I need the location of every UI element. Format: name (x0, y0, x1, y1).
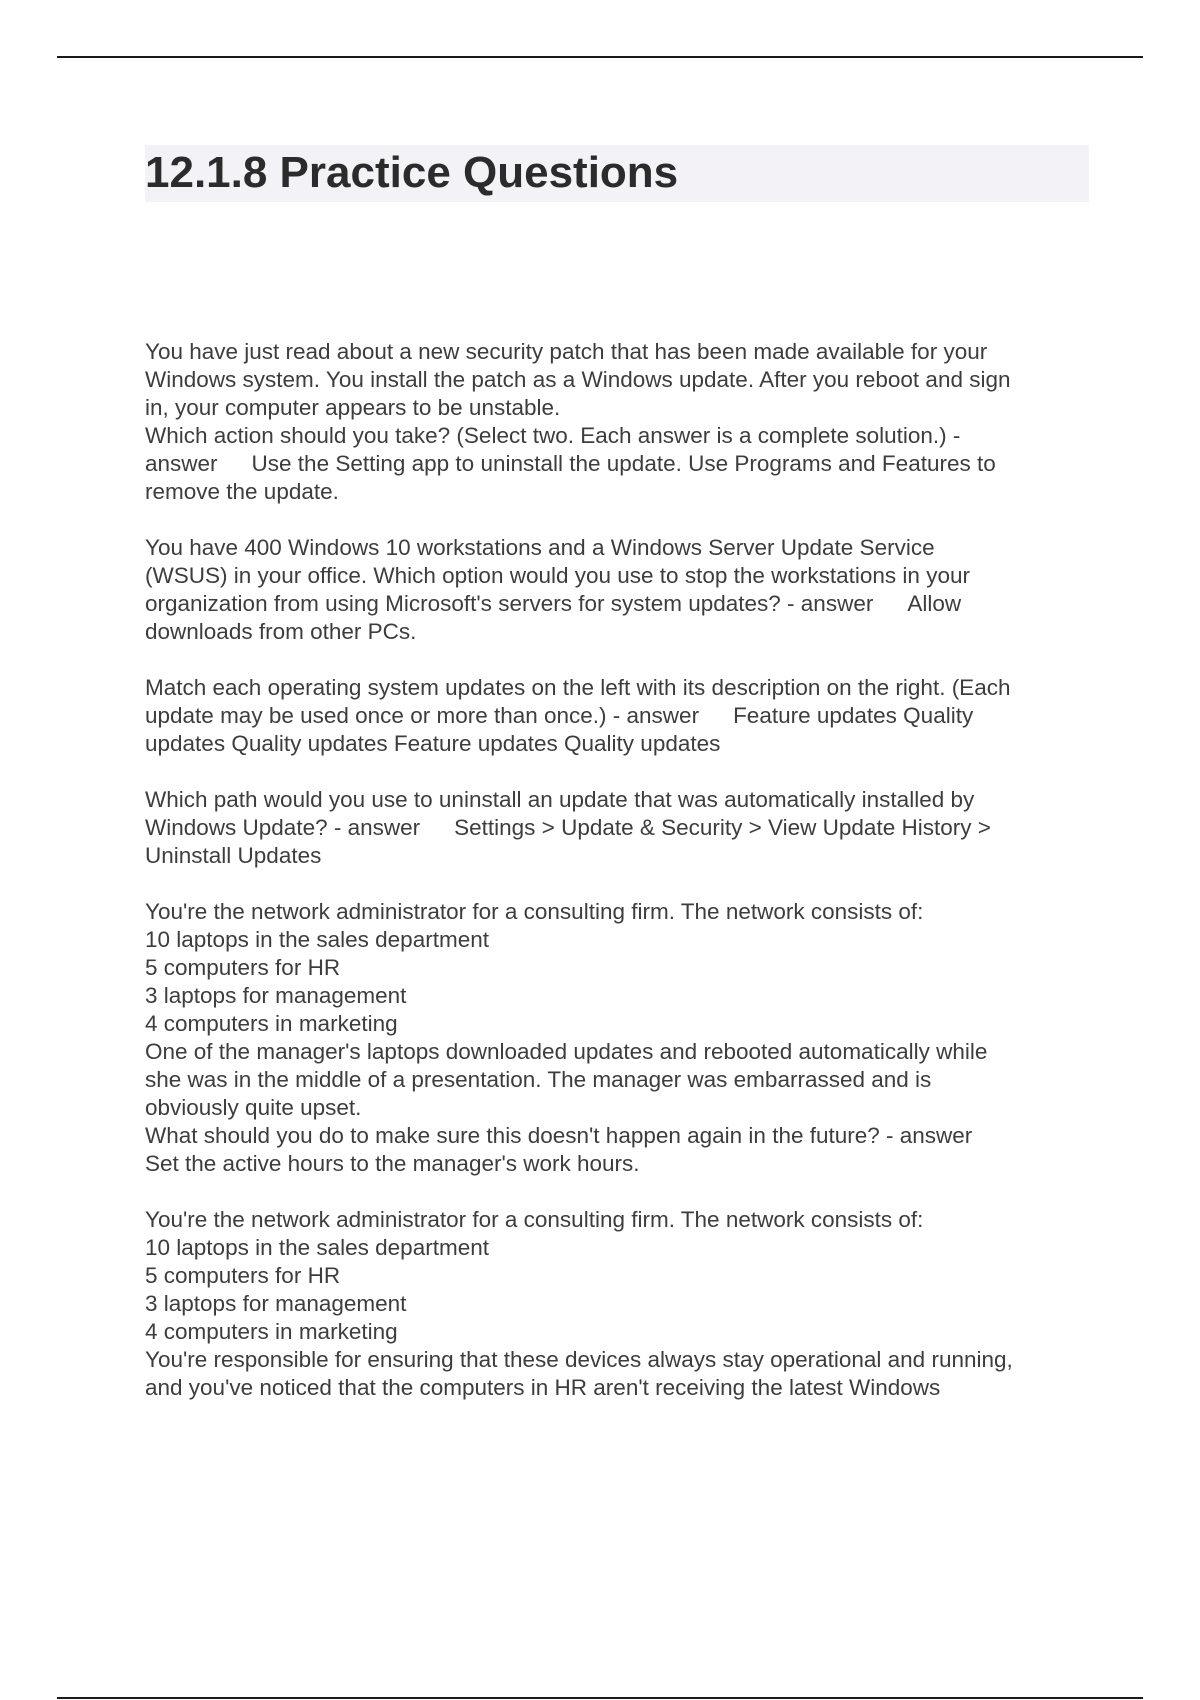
line-text: You're responsible for ensuring that these devices always stay operational and running, (145, 1347, 1013, 1372)
text-line (145, 422, 1090, 450)
question-list (145, 338, 1090, 1430)
text-line (145, 1066, 1090, 1094)
page-title: 12.1.8 Practice Questions (145, 148, 679, 197)
text-line (145, 1206, 1090, 1234)
line-text: One of the manager's laptops downloaded updates and rebooted automatically while (145, 1039, 988, 1064)
text-line (145, 898, 1090, 926)
text-line (145, 534, 1090, 562)
line-text: (WSUS) in your office. Which option would you use to stop the workstations in your (145, 563, 970, 588)
question-block (145, 534, 1090, 646)
line-text: she was in the middle of a presentation. The manager was embarrassed and is (145, 1067, 932, 1092)
question-block (145, 1206, 1090, 1402)
line-text: Windows system. You install the patch as a Windows update. After you reboot and sign (145, 367, 1011, 392)
text-line (145, 1094, 1090, 1122)
line-text: update may be used once or more than once.) - answer (145, 703, 700, 728)
line-text: organization from using Microsoft's servers for system updates? - answer (145, 591, 874, 616)
text-line (145, 562, 1090, 590)
text-line (145, 1234, 1090, 1262)
text-line (145, 1290, 1090, 1318)
line-text: 3 laptops for management (145, 1291, 407, 1316)
text-line (145, 590, 1090, 618)
line-text: Match each operating system updates on the left with its description on the right. (Each (145, 675, 1011, 700)
text-line (145, 1374, 1090, 1402)
line-text: 5 computers for HR (145, 1263, 341, 1288)
top-rule (57, 56, 1143, 58)
line-text: obviously quite upset. (145, 1095, 362, 1120)
text-line (145, 926, 1090, 954)
line-text: updates Quality updates Feature updates Quality updates (145, 731, 721, 756)
text-line (145, 674, 1090, 702)
line-text: 4 computers in marketing (145, 1319, 398, 1344)
text-line (145, 1122, 1090, 1150)
line-text: and you've noticed that the computers in HR aren't receiving the latest Windows (145, 1375, 941, 1400)
question-block (145, 674, 1090, 758)
line-text: You're the network administrator for a consulting firm. The network consists of: (145, 1207, 924, 1232)
text-line (145, 366, 1090, 394)
line-text: 5 computers for HR (145, 955, 341, 980)
text-line (145, 450, 1090, 478)
answer-text: Feature updates Quality (733, 703, 974, 728)
line-text: 10 laptops in the sales department (145, 927, 489, 952)
line-text: Uninstall Updates (145, 843, 322, 868)
text-line (145, 702, 1090, 730)
answer-text: Allow (907, 591, 962, 616)
text-line (145, 394, 1090, 422)
answer-text: Settings > Update & Security > View Update History > (454, 815, 991, 840)
text-line (145, 954, 1090, 982)
line-text: You're the network administrator for a consulting firm. The network consists of: (145, 899, 924, 924)
line-text: downloads from other PCs. (145, 619, 417, 644)
line-text: Windows Update? - answer (145, 815, 421, 840)
text-line (145, 1262, 1090, 1290)
text-line (145, 1150, 1090, 1178)
line-text: 10 laptops in the sales department (145, 1235, 489, 1260)
line-text: Set the active hours to the manager's work hours. (145, 1151, 640, 1176)
line-text: Which path would you use to uninstall an update that was automatically installed by (145, 787, 975, 812)
line-text: remove the update. (145, 479, 339, 504)
line-text: Which action should you take? (Select two. Each answer is a complete solution.) - (145, 423, 961, 448)
bottom-rule (57, 1697, 1143, 1699)
line-text: 4 computers in marketing (145, 1011, 398, 1036)
line-text: You have 400 Windows 10 workstations and a Windows Server Update Service (145, 535, 935, 560)
text-line (145, 338, 1090, 366)
text-line (145, 814, 1090, 842)
text-line (145, 842, 1090, 870)
line-text: What should you do to make sure this doesn't happen again in the future? - answer (145, 1123, 973, 1148)
text-line (145, 1318, 1090, 1346)
line-text: 3 laptops for management (145, 983, 407, 1008)
text-line (145, 730, 1090, 758)
question-block (145, 338, 1090, 506)
text-line (145, 982, 1090, 1010)
question-block (145, 898, 1090, 1178)
text-line (145, 1346, 1090, 1374)
text-line (145, 1038, 1090, 1066)
text-line (145, 1010, 1090, 1038)
text-line (145, 618, 1090, 646)
question-block (145, 786, 1090, 870)
line-text: answer (145, 451, 218, 476)
answer-text: Use the Setting app to uninstall the update. Use Programs and Features to (251, 451, 996, 476)
text-line (145, 786, 1090, 814)
text-line (145, 478, 1090, 506)
line-text: You have just read about a new security patch that has been made available for your (145, 339, 988, 364)
line-text: in, your computer appears to be unstable. (145, 395, 561, 420)
